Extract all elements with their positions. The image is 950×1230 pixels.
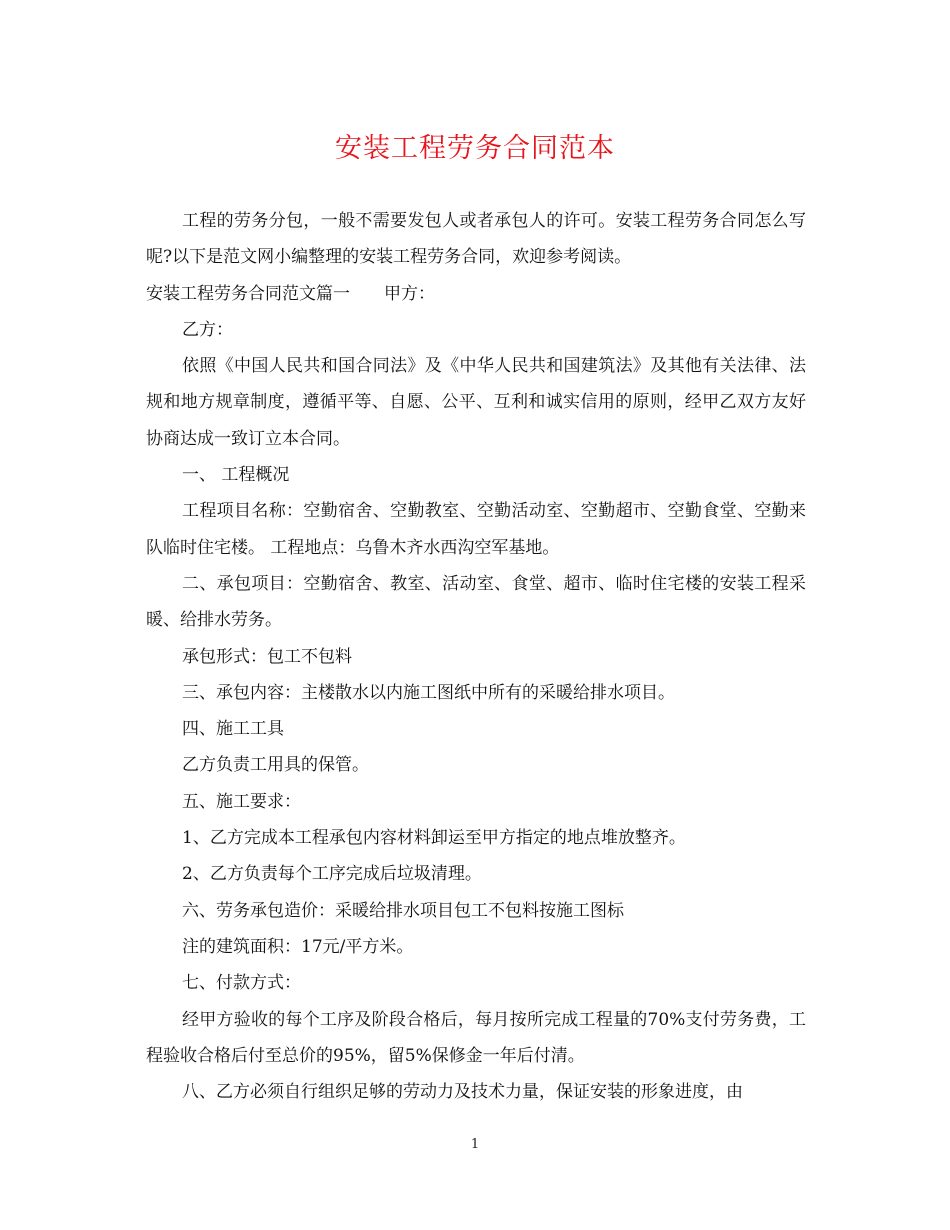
paragraph-party-b: 乙方： xyxy=(182,319,233,340)
page-number: 1 xyxy=(470,1137,480,1152)
document-title: 安装工程劳务合同范本 xyxy=(335,133,615,164)
paragraph-legal-basis: 依照《中国人民共和国合同法》及《中华人民共和国建筑法》及其他有关法律、法规和地方规章制度，遵循平等、自愿、公平、互利和诚实信用的原则，经甲乙双方友好协商达成一致订立本合同。 xyxy=(146,356,806,449)
paragraph-requirements-heading: 五、施工要求： xyxy=(182,791,301,812)
paragraph-payment-terms: 经甲方验收的每个工序及阶段合格后，每月按所完成工程量的70%支付劳务费，工程验收合格后付至总价的95%，留5%保修金一年后付清。 xyxy=(146,1009,806,1066)
paragraph-requirement-1: 1、乙方完成本工程承包内容材料卸运至甲方指定的地点堆放整齐。 xyxy=(182,828,686,849)
document-body xyxy=(146,203,806,1110)
paragraph-price: 六、劳务承包造价：采暖给排水项目包工不包料按施工图标 xyxy=(182,900,624,921)
paragraph-price-area: 注的建筑面积：17元/平方米。 xyxy=(182,936,414,957)
paragraph-contract-items: 二、承包项目：空勤宿舍、教室、活动室、食堂、超市、临时住宅楼的安装工程采暖、给排水劳务。 xyxy=(146,573,806,631)
paragraph-payment-heading: 七、付款方式： xyxy=(182,973,301,994)
paragraph-intro: 工程的劳务分包，一般不需要发包人或者承包人的许可。安装工程劳务合同怎么写呢?以下是范文网小编整理的安装工程劳务合同，欢迎参考阅读。 xyxy=(146,211,806,268)
paragraph-project-name-location: 工程项目名称：空勤宿舍、空勤教室、空勤活动室、空勤超市、空勤食堂、空勤来队临时住宅楼。 工程地点：乌鲁木齐水西沟空军基地。 xyxy=(146,501,806,558)
paragraph-tools-heading: 四、施工工具 xyxy=(182,719,284,740)
paragraph-contract-form: 承包形式：包工不包料 xyxy=(182,646,352,667)
paragraph-section-heading-party-a: 安装工程劳务合同范文篇一 甲方： xyxy=(146,283,435,304)
paragraph-contract-content: 三、承包内容：主楼散水以内施工图纸中所有的采暖给排水项目。 xyxy=(182,682,675,703)
paragraph-project-overview-heading: 一、 工程概况 xyxy=(182,465,290,486)
paragraph-labor-requirement: 八、乙方必须自行组织足够的劳动力及技术力量，保证安装的形象进度，由 xyxy=(182,1082,743,1103)
paragraph-requirement-2: 2、乙方负责每个工序完成后垃圾清理。 xyxy=(182,864,482,885)
paragraph-tools-custody: 乙方负责工用具的保管。 xyxy=(182,755,369,776)
